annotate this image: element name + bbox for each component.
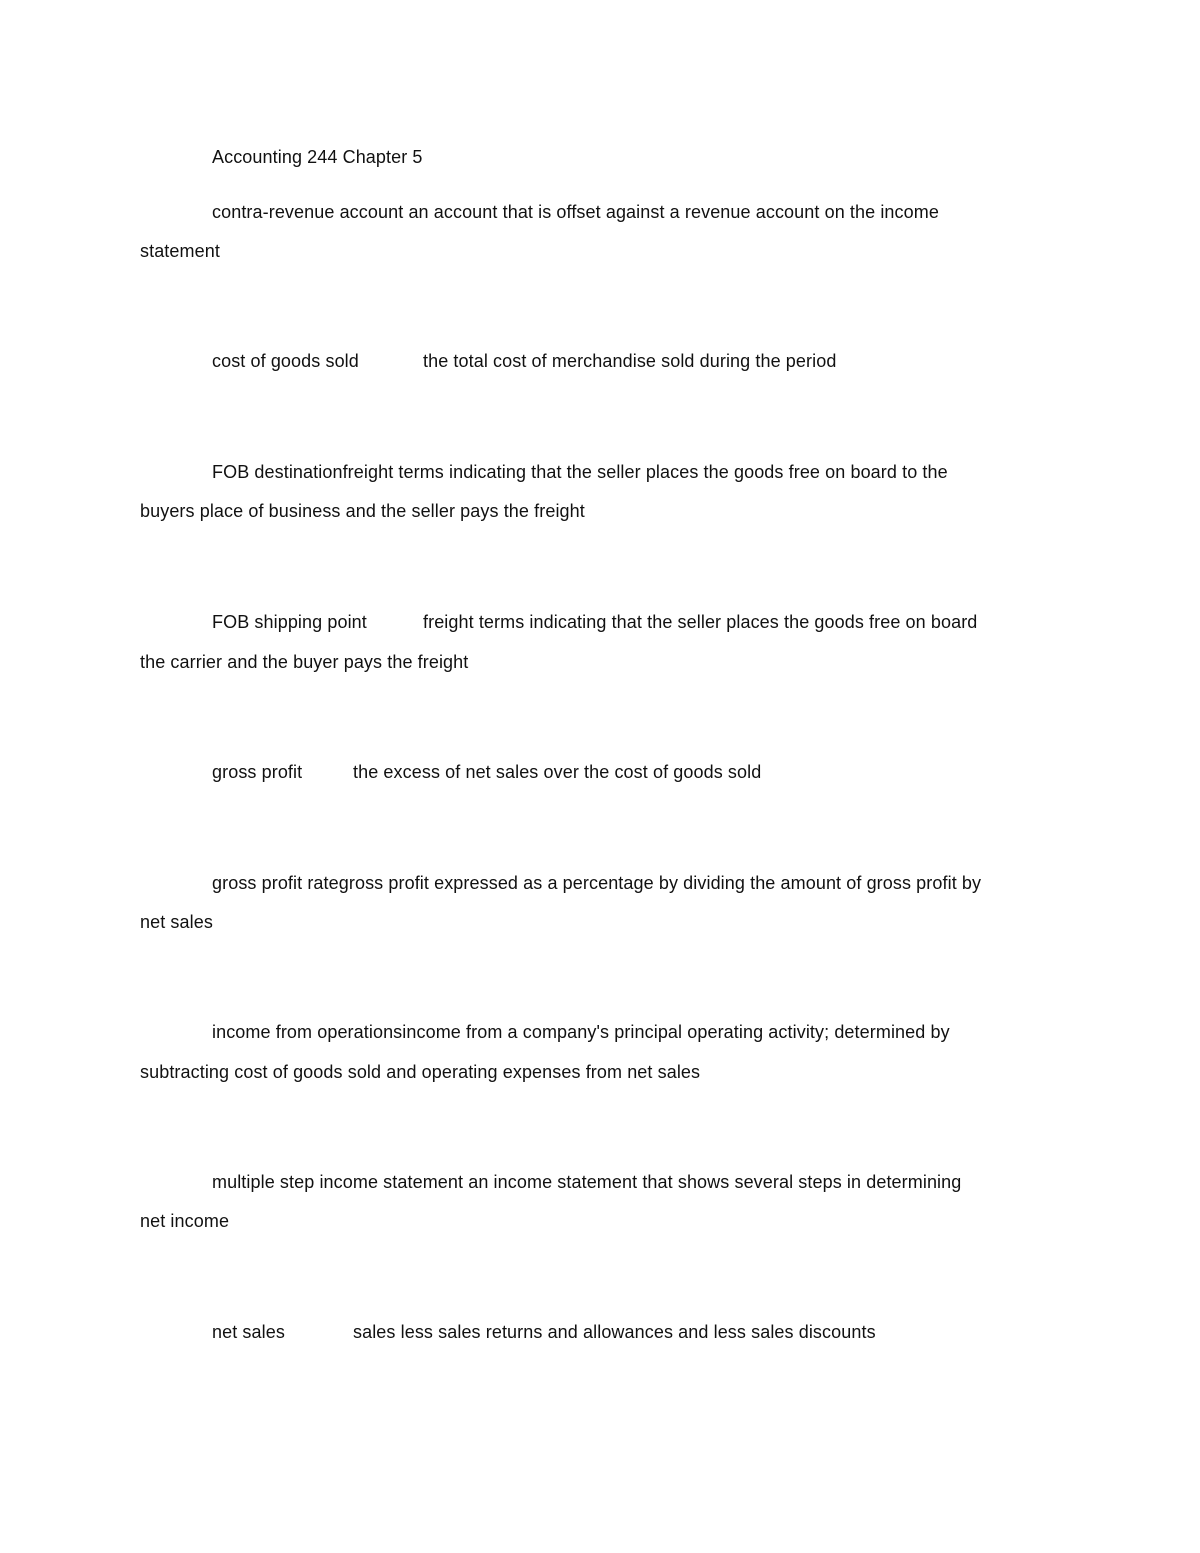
glossary-definition: an income statement that shows several steps in determining [468,1172,962,1192]
glossary-definition-continued: net income [140,1211,230,1231]
glossary-definition-continued: buyers place of business and the seller pays the freight [140,501,585,521]
glossary-definition: the total cost of merchandise sold during the period [423,351,837,371]
glossary-definition-continued: statement [140,241,220,261]
glossary-definition: the excess of net sales over the cost of goods sold [353,762,762,782]
glossary-definition: sales less sales returns and allowances and less sales discounts [353,1322,876,1342]
glossary-definition-continued: the carrier and the buyer pays the freight [140,652,469,672]
glossary-definition-continued: net sales [140,912,213,932]
glossary-term: income from operations [212,1022,403,1042]
glossary-definition: income from a company's principal operating activity; determined by [402,1022,950,1042]
glossary-term: cost of goods sold [212,351,359,371]
glossary-entry-line [212,871,981,895]
glossary-term: gross profit [212,762,303,782]
glossary-definition: freight terms indicating that the seller places the goods free on board [423,612,978,632]
glossary-entry-line [212,460,948,484]
glossary-definition: freight terms indicating that the seller places the goods free on board to the [342,462,948,482]
glossary-term: multiple step income statement [212,1172,464,1192]
glossary-term: net sales [212,1322,285,1342]
document-title: Accounting 244 Chapter 5 [212,147,423,167]
glossary-term: gross profit rate [212,873,339,893]
glossary-term: contra-revenue account [212,202,404,222]
glossary-entry-line [212,1170,961,1194]
glossary-term: FOB destination [212,462,343,482]
glossary-definition: an account that is offset against a revenue account on the income [408,202,939,222]
glossary-entry-line [212,1020,950,1044]
glossary-term: FOB shipping point [212,612,367,632]
glossary-definition: gross profit expressed as a percentage by dividing the amount of gross profit by [338,873,982,893]
glossary-entry-line [212,200,939,224]
glossary-definition-continued: subtracting cost of goods sold and operating expenses from net sales [140,1062,701,1082]
